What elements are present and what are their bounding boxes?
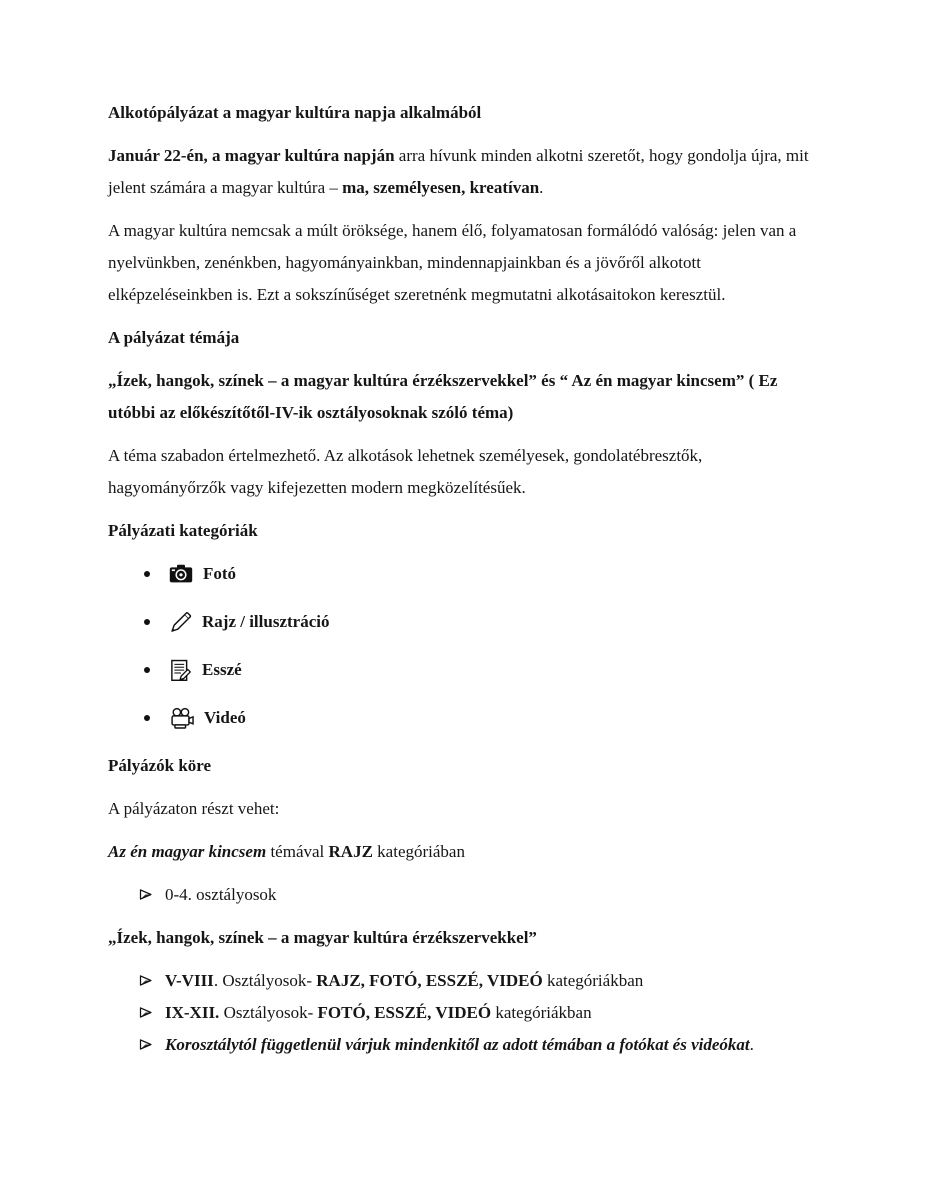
izek-item-text bbox=[165, 997, 592, 1029]
kincsem-item-text: 0-4. osztályosok bbox=[165, 885, 277, 904]
grade-range: V-VIII bbox=[165, 971, 214, 990]
intro-bold-lead: Január 22-én, a magyar kultúra napján bbox=[108, 146, 395, 165]
kincsem-mid: témával bbox=[266, 842, 329, 861]
grade-range: IX-XII. bbox=[165, 1003, 220, 1022]
about-paragraph: A magyar kultúra nemcsak a múlt öröksége, hanem élő, folyamatosan formálódó valóság: jelen van a nyelvünkben, zenénkben, hagyományainkban, mindennapjainkban és a jövőről alkotott elképzeléseinkben is. Ezt a sokszínűséget szeretnénk megmutatni alkotásaitokon keresztül. bbox=[108, 221, 797, 304]
intro-bold-tail: ma, személyesen, kreatívan bbox=[342, 178, 540, 197]
list-item-rajz bbox=[108, 606, 822, 638]
izek-heading: „Ízek, hangok, színek – a magyar kultúra érzékszervekkel” bbox=[108, 928, 537, 947]
list-item-korosztaly bbox=[108, 1029, 822, 1061]
kincsem-tail: kategóriában bbox=[372, 842, 465, 861]
kincsem-line bbox=[108, 836, 822, 868]
theme-statement: „Ízek, hangok, színek – a magyar kultúra érzékszervekkel” és “ Az én magyar kincsem” ( Ez utóbbi az előkészítőtől-IV-ik osztályosoknak szóló téma) bbox=[108, 371, 778, 422]
izek-item-text bbox=[165, 1029, 754, 1061]
item-tail-text: kategóriákban bbox=[542, 971, 644, 990]
arrowhead-right-bullet-icon bbox=[138, 1037, 153, 1052]
category-label-essze: Esszé bbox=[202, 660, 242, 679]
theme-heading: A pályázat témája bbox=[108, 328, 240, 347]
item-mid-text: . Osztályosok- bbox=[213, 971, 317, 990]
memo-document-icon bbox=[169, 659, 192, 682]
list-item-v-viii bbox=[108, 965, 822, 997]
intro-text: arra hívunk minden alkotni szeretőt, hogy gondolja újra, mit jelent számára a magyar kultúra – bbox=[108, 146, 809, 197]
arrowhead-right-bullet-icon bbox=[138, 887, 153, 902]
category-label-video: Videó bbox=[204, 708, 246, 727]
list-item-essze bbox=[108, 654, 822, 686]
izek-list bbox=[108, 965, 822, 1061]
item-tail-text: . bbox=[749, 1035, 754, 1054]
theme-note: A téma szabadon értelmezhető. Az alkotások lehetnek személyesek, gondolatébresztők, hagyományőrzők vagy kifejezetten modern megközelítésűek. bbox=[108, 446, 703, 497]
item-mid-text: Osztályosok- bbox=[219, 1003, 318, 1022]
item-categories: RAJZ, FOTÓ, ESSZÉ, VIDEÓ bbox=[316, 971, 543, 990]
categories-list bbox=[108, 558, 822, 734]
list-item-0-4 bbox=[108, 879, 822, 911]
arrowhead-right-bullet-icon bbox=[138, 1005, 153, 1020]
categories-heading: Pályázati kategóriák bbox=[108, 521, 258, 540]
document-title: Alkotópályázat a magyar kultúra napja alkalmából bbox=[108, 103, 482, 122]
item-categories: FOTÓ, ESSZÉ, VIDEÓ bbox=[317, 1003, 492, 1022]
pencil-icon bbox=[169, 611, 192, 634]
intro-period: . bbox=[539, 178, 544, 197]
category-label-foto: Fotó bbox=[203, 564, 237, 583]
disc-bullet-icon bbox=[144, 619, 150, 625]
kincsem-theme: Az én magyar kincsem bbox=[108, 842, 267, 861]
applicants-intro: A pályázaton részt vehet: bbox=[108, 799, 280, 818]
list-item-foto bbox=[108, 558, 822, 590]
disc-bullet-icon bbox=[144, 715, 150, 721]
kincsem-category: RAJZ bbox=[328, 842, 373, 861]
camera-icon bbox=[169, 564, 193, 584]
disc-bullet-icon bbox=[144, 667, 150, 673]
izek-item-text bbox=[165, 965, 643, 997]
disc-bullet-icon bbox=[144, 571, 150, 577]
list-item-ix-xii bbox=[108, 997, 822, 1029]
applicants-heading: Pályázók köre bbox=[108, 756, 212, 775]
arrowhead-right-bullet-icon bbox=[138, 973, 153, 988]
item-emphasis-text: Korosztálytól függetlenül várjuk mindenkitől az adott témában a fotókat és videókat bbox=[165, 1035, 750, 1054]
list-item-video bbox=[108, 702, 822, 734]
intro-paragraph bbox=[108, 140, 822, 204]
category-label-rajz: Rajz / illusztráció bbox=[202, 612, 330, 631]
item-tail-text: kategóriákban bbox=[491, 1003, 592, 1022]
movie-camera-icon bbox=[169, 707, 194, 730]
